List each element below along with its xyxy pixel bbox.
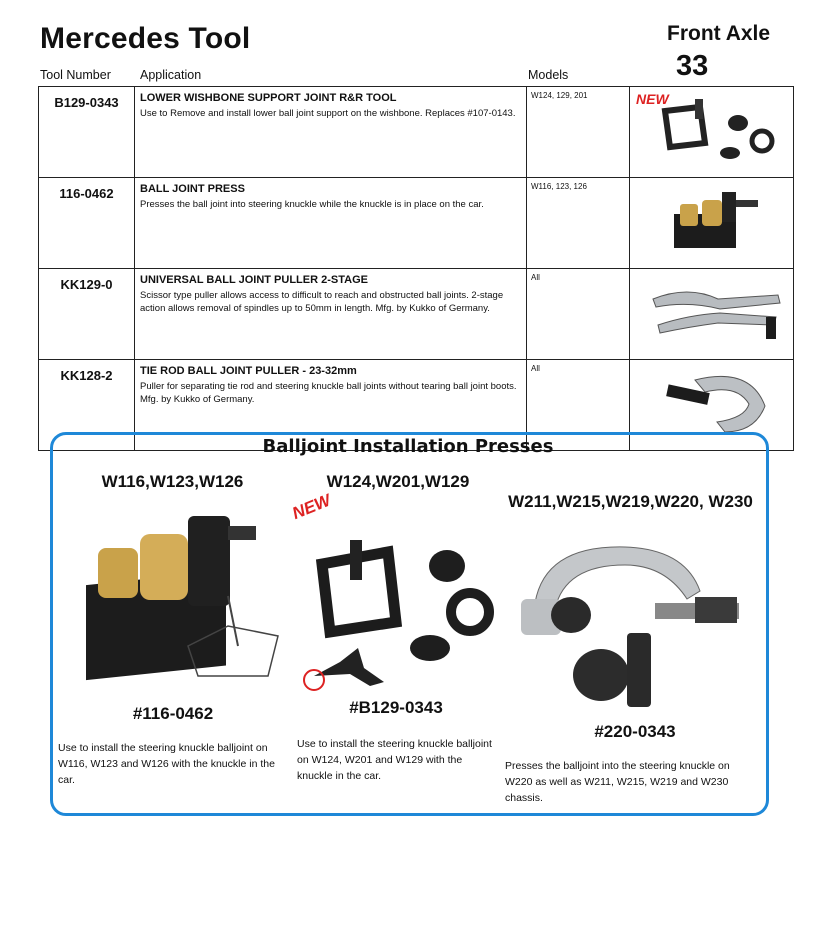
table-row	[39, 178, 794, 269]
ball-joint-press-icon	[78, 506, 290, 691]
new-badge: NEW	[289, 490, 334, 524]
tool-name: BALL JOINT PRESS	[140, 183, 245, 195]
tool-number: B129-0343	[39, 87, 135, 178]
tool-description: Use to Remove and install lower ball joint support on the wishbone. Replaces #107-0143.	[140, 108, 516, 119]
tool-application	[135, 87, 527, 178]
part-number: #B129-0343	[349, 698, 443, 717]
panel-description: Use to install the steering knuckle balljoint on W124, W201 and W129 with the knuckle in the car.	[297, 738, 492, 782]
tool-image	[630, 269, 794, 360]
c-frame-press-icon	[515, 543, 750, 713]
panel-heading: W116,W123,W126	[101, 472, 244, 491]
tool-description: Scissor type puller allows access to difficult to reach and obstructed ball joints. 2-stage action allows removal of spindles up to 50mm in length. Mfg. by Kukko of Germany.	[140, 290, 504, 314]
tool-number: KK129-0	[39, 269, 135, 360]
tool-name: LOWER WISHBONE SUPPORT JOINT R&R TOOL	[140, 92, 397, 104]
page-number: 33	[676, 50, 709, 82]
col-header-models: Models	[528, 68, 569, 82]
panel-description: Use to install the steering knuckle balljoint on W116, W123 and W126 with the knuckle in the car.	[58, 742, 275, 786]
tie-rod-puller-icon	[655, 366, 780, 438]
panel-description: Presses the balljoint into the steering knuckle on W220 as well as W211, W215, W219 and W230 chassis.	[505, 760, 730, 804]
brand-title: Mercedes Tool	[40, 22, 251, 55]
tool-table	[38, 86, 794, 451]
part-number: #220-0343	[594, 722, 676, 741]
panel-heading: W211,W215,W219,W220, W230	[508, 492, 753, 511]
tool-description: Presses the ball joint into steering knuckle while the knuckle is in place on the car.	[140, 199, 484, 210]
tool-image	[630, 178, 794, 269]
tool-name: TIE ROD BALL JOINT PULLER - 23-32mm	[140, 365, 357, 377]
col-header-application: Application	[140, 68, 202, 82]
tool-models: All	[527, 269, 630, 360]
tool-name: UNIVERSAL BALL JOINT PULLER 2-STAGE	[140, 274, 368, 286]
part-number: #116-0462	[132, 704, 214, 723]
tool-number: 116-0462	[39, 178, 135, 269]
section-title: Front Axle	[667, 22, 771, 45]
new-badge: NEW	[636, 91, 669, 107]
tool-number: KK128-2	[39, 360, 135, 451]
tool-models: W124, 129, 201	[527, 87, 630, 178]
panel-heading: W124,W201,W129	[326, 472, 470, 491]
ball-joint-press-icon	[660, 184, 770, 256]
table-row	[39, 87, 794, 178]
scissor-puller-icon	[648, 277, 788, 347]
tool-image	[630, 87, 794, 178]
table-row	[39, 269, 794, 360]
wishbone-tool-set-icon	[300, 536, 500, 696]
tool-models: W116, 123, 126	[527, 178, 630, 269]
tool-application	[135, 269, 527, 360]
tool-application	[135, 178, 527, 269]
col-header-tool-number: Tool Number	[40, 68, 111, 82]
wishbone-tool-set-icon	[650, 93, 785, 165]
panel-title: Balljoint Installation Presses	[262, 436, 554, 457]
tool-models: All	[527, 360, 630, 451]
tool-description: Puller for separating tie rod and steering knuckle ball joints without tearing ball joint boots. Mfg. by Kukko of Germany.	[140, 381, 517, 405]
